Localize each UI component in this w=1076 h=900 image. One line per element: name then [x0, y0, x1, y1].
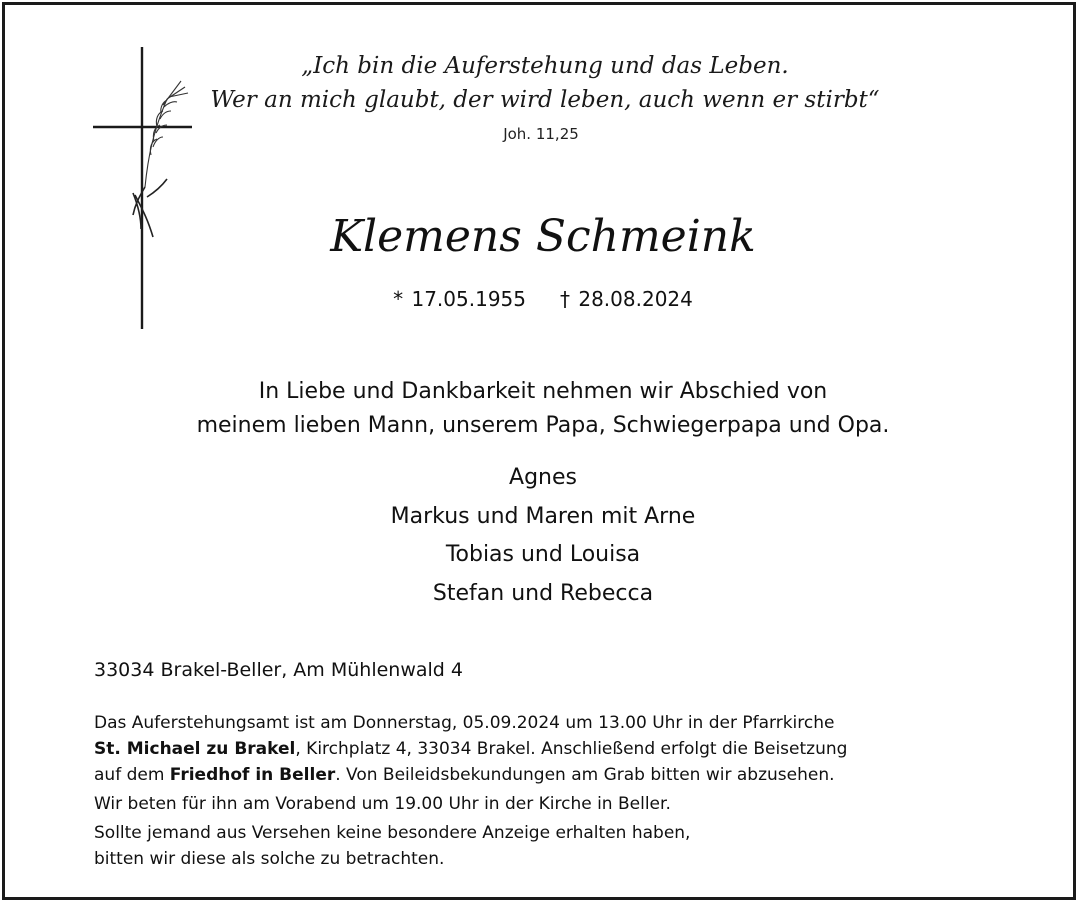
obituary-frame	[2, 2, 1076, 900]
notice-line-2: bitten wir diese als solche zu betrachten.	[94, 849, 445, 869]
service-line-2-rest: , Kirchplatz 4, 33034 Brakel. Anschließend erfolgt die Beisetzung	[295, 739, 848, 759]
service-line-1: Das Auferstehungsamt ist am Donnerstag, 05.09.2024 um 13.00 Uhr in der Pfarrkirche	[94, 713, 835, 733]
notice-paragraph	[94, 820, 1014, 872]
family-member: Stefan und Rebecca	[432, 580, 654, 606]
farewell-text	[65, 375, 1021, 443]
life-dates	[305, 287, 781, 311]
service-details	[94, 710, 1014, 875]
prayer-line: Wir beten für ihn am Vorabend um 19.00 Uhr in der Kirche in Beller.	[94, 794, 671, 814]
family-member: Markus und Maren mit Arne	[390, 503, 696, 529]
death-date: † 28.08.2024	[560, 287, 693, 311]
prayer-paragraph	[94, 791, 1014, 817]
service-line-3-prefix: auf dem	[94, 765, 170, 785]
family-address: 33034 Brakel-Beller, Am Mühlenwald 4	[94, 659, 463, 681]
notice-line-1: Sollte jemand aus Versehen keine besondere Anzeige erhalten haben,	[94, 823, 691, 843]
birth-date: * 17.05.1955	[393, 287, 526, 311]
family-list	[205, 459, 881, 613]
bible-verse	[205, 49, 885, 117]
deceased-name: Klemens Schmeink	[330, 211, 756, 262]
family-member: Agnes	[509, 465, 577, 490]
service-paragraph	[94, 710, 1014, 788]
verse-line-1: „Ich bin die Auferstehung und das Leben.	[301, 53, 789, 79]
family-member: Tobias und Louisa	[445, 542, 641, 567]
church-name: St. Michael zu Brakel	[94, 739, 296, 759]
farewell-line-2: meinem lieben Mann, unserem Papa, Schwiegerpapa und Opa.	[196, 413, 890, 438]
service-line-3-rest: . Von Beileidsbekundungen am Grab bitten wir abzusehen.	[335, 765, 835, 785]
verse-reference: Joh. 11,25	[503, 125, 579, 143]
farewell-line-1: In Liebe und Dankbarkeit nehmen wir Abschied von	[258, 379, 828, 404]
verse-line-2: Wer an mich glaubt, der wird leben, auch wenn er stirbt“	[210, 87, 880, 113]
cemetery-name: Friedhof in Beller	[169, 765, 336, 785]
cross-with-wheat-icon	[91, 47, 197, 333]
